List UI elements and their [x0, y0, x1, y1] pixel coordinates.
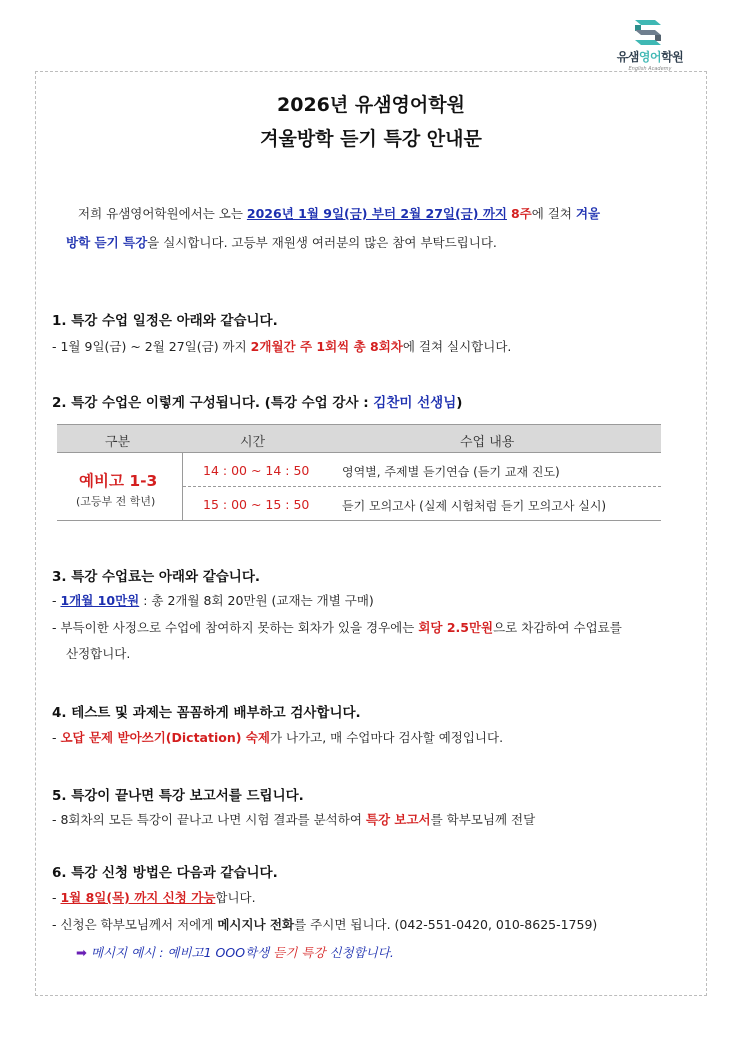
table-bottom-border	[57, 520, 661, 521]
section-2-heading: 2. 특강 수업은 이렇게 구성됩니다. (특강 수업 강사 : 김찬미 선생님)	[52, 395, 463, 411]
section-3-line-1: - 1개월 10만원 : 총 2개월 8회 20만원 (교재는 개별 구매)	[52, 593, 374, 608]
intro-line-2: 방학 듣기 특강을 실시합니다. 고등부 재원생 여러분의 많은 참여 부탁드립니다.	[66, 235, 497, 250]
title-line-2: 겨울방학 듣기 특강 안내문	[260, 128, 482, 150]
title-line-1: 2026년 유샘영어학원	[277, 94, 465, 116]
arrow-right-icon: ➡	[76, 946, 87, 961]
section-3-line-2: - 부득이한 사정으로 수업에 참여하지 못하는 회차가 있을 경우에는 회당 2.5만원으로 차감하여 수업료를	[52, 620, 622, 635]
logo-text: 유샘영어학원	[616, 50, 684, 64]
table-header-content: 수업 내용	[460, 435, 515, 450]
table-row-1-time: 14 : 00 ~ 14 : 50	[203, 463, 310, 478]
section-5-heading: 5. 특강이 끝나면 특강 보고서를 드립니다.	[52, 788, 304, 804]
section-5-line-1: - 8회차의 모든 특강이 끝나고 나면 시험 결과를 분석하여 특강 보고서를 학부모님께 전달	[52, 812, 536, 827]
table-header-row	[57, 424, 661, 453]
section-6-line-2: - 신청은 학부모님께서 저에게 메시지나 전화를 주시면 됩니다. (042-551-0420, 010-8625-1759)	[52, 917, 598, 932]
section-6-heading: 6. 특강 신청 방법은 다음과 같습니다.	[52, 865, 278, 881]
section-6-line-1: - 1월 8일(목) 까지 신청 가능합니다.	[52, 890, 256, 905]
table-divider-row	[183, 486, 661, 487]
logo-subtitle: English Academy	[628, 66, 672, 72]
academy-logo	[604, 14, 696, 76]
table-row-2-content: 듣기 모의고사 (실제 시험처럼 듣기 모의고사 실시)	[342, 499, 607, 513]
logo-s-mark-icon	[631, 16, 665, 46]
section-3-heading: 3. 특강 수업료는 아래와 같습니다.	[52, 569, 260, 585]
section-3-line-3: 산정합니다.	[66, 646, 131, 661]
table-row-1-content: 영역별, 주제별 듣기연습 (듣기 교재 진도)	[342, 465, 560, 479]
table-header-category: 구분	[105, 435, 131, 450]
section-4-heading: 4. 테스트 및 과제는 꼼꼼하게 배부하고 검사합니다.	[52, 705, 361, 721]
section-1-heading: 1. 특강 수업 일정은 아래와 같습니다.	[52, 313, 278, 329]
section-6-line-3: ➡ 메시지 예시 : 예비고1 OOO학생 듣기 특강 신청합니다.	[76, 945, 394, 961]
section-1-line-1: - 1월 9일(금) ~ 2월 27일(금) 까지 2개월간 주 1회씩 총 8회차에 걸쳐 실시합니다.	[52, 339, 512, 354]
table-group-label: 예비고 1-3	[79, 472, 158, 490]
intro-line-1: 저희 유샘영어학원에서는 오는 2026년 1월 9일(금) 부터 2월 27일(금) 까지 8주에 걸쳐 겨울	[78, 206, 601, 221]
table-group-sublabel: (고등부 전 학년)	[76, 495, 156, 508]
schedule-table	[57, 424, 661, 521]
table-divider-vertical	[182, 453, 183, 521]
table-header-time: 시간	[240, 435, 266, 450]
section-4-line-1: - 오답 문제 받아쓰기(Dictation) 숙제가 나가고, 매 수업마다 검사할 예정입니다.	[52, 730, 504, 745]
table-row-2-time: 15 : 00 ~ 15 : 50	[203, 497, 310, 512]
